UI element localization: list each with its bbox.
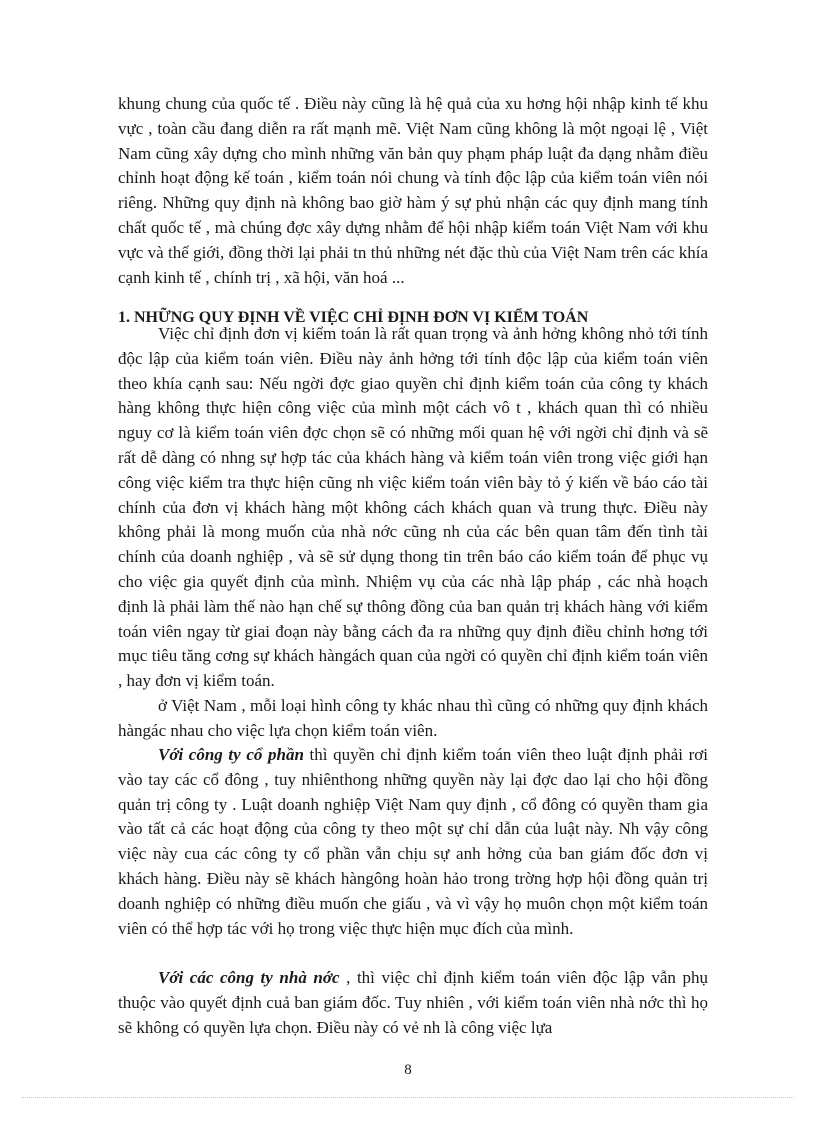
paragraph-4-text: , thì việc chỉ định kiểm toán viên độc lập vẫn phụ thuộc vào quyết định cuả ban giám đốc. Tuy nhiên , với kiểm toán viên nhà nớc thì họ sẽ không có quyền lựa chọn. Điều này có vẻ nh là công việc lựa (118, 968, 709, 1037)
page-number: 8 (404, 1062, 412, 1078)
paragraph-4 (118, 966, 708, 1040)
paragraph-3-lead: Với công ty cổ phần (158, 745, 304, 764)
page-bottom-divider (22, 1097, 794, 1098)
paragraph-2 (118, 694, 708, 744)
intro-paragraph: khung chung của quốc tế . Điều này cũng là hệ quả của xu hơng hội nhập kinh tế khu vực , toàn cầu đang diễn ra rất mạnh mẽ. Việt Nam cũng không là một ngoại lệ , Việt Nam cũng xây dựng cho mình những văn bản quy phạm pháp luật đa dạng nhằm điều chỉnh hoạt động kế toán , kiểm toán nói chung và tính độc lập của kiểm toán viên nói riêng. Những quy định nà không bao giờ hàm ý sự phủ nhận các quy định mang tính chất quốc tế , mà chúng đợc xây dựng nhằm để hội nhập kiểm toán Việt Nam với khu vực và thế giới, đồng thời lại phải tn thủ những nét đặc thù của Việt Nam trên các khía cạnh kinh tế , chính trị , xã hội, văn hoá ... (118, 94, 708, 287)
paragraph-3-text: thì quyền chỉ định kiểm toán viên theo luật định phải rơi vào tay các cổ đông , tuy nhiênthong những quyền này lại đợc dao lại cho hội đồng quản trị công ty . Luật doanh nghiệp Việt Nam quy định , cổ đông có quyền tham gia vào tất cả các hoạt động của công ty theo một sự chỉ dẫn của luật này. Nh vậy công việc này cua các công ty cổ phần vẫn chịu sự anh hởng của ban giám đốc đơn vị khách hàng. Điều này sẽ khách hàngông hoàn hảo trong trờng hợp hội đồng quản trị doanh nghiệp có những điều muốn che giấu , và vì vậy họ muôn chọn một kiểm toán viên có thể hợp tác với họ trong việc thực hiện mục đích của mình. (118, 745, 708, 938)
paragraph-4-lead: Với các công ty nhà nớc (158, 968, 340, 987)
paragraph-2-text: ở Việt Nam , mỗi loại hình công ty khác nhau thì cũng có những quy định khách hàngác nhau cho việc lựa chọn kiểm toán viên. (118, 696, 708, 740)
paragraph-3 (118, 743, 708, 941)
section-heading: 1. NHỮNG QUY ĐỊNH VỀ VIỆC CHỈ ĐỊNH ĐƠN VỊ KIỂM TOÁN (118, 309, 589, 326)
paragraph-1: Việc chỉ định đơn vị kiểm toán là rất quan trọng và ảnh hởng không nhỏ tới tính độc lập của kiểm toán viên. Điều này ảnh hởng tới tính độc lập của kiểm toán viên theo khía cạnh sau: Nếu ngời đợc giao quyền chỉ định kiểm toán của công ty khách hàng không thực hiện công việc của mình một cách vô t , khách quan thì có nhiều nguy cơ là kiểm toán viên đợc chọn sẽ có những mối quan hệ với ngời chỉ định và sẽ rất dễ dàng có nhng sự hợp tác của khách hàng và kiểm toán viên trong việc giới hạn công việc kiểm tra thực hiện cũng nh việc kiểm toán viên bày tỏ ý kiến về báo cáo tài chính của đơn vị khách hàng một không cách khách quan và trung thực. Điều này không phải là mong muốn của nhà nớc cũng nh của các bên quan tâm đến tình tài chính của doanh nghiệp , và sẽ sử dụng thong tin trên báo cáo kiểm toán để phục vụ cho việc gia quyết định của mình. Nhiệm vụ của các nhà lập pháp , các nhà hoạch định là phải làm thế nào hạn chế sự thông đồng của ban quản trị khách hàng với kiểm toán viên ngay từ giai đoạn này bằng cách đa ra những quy định điều chỉnh hơng tới mục tiêu tăng cơng sự khách hàngách quan của ngời có quyền chỉ định kiểm toán viên , hay đơn vị kiểm toán. (118, 324, 708, 691)
